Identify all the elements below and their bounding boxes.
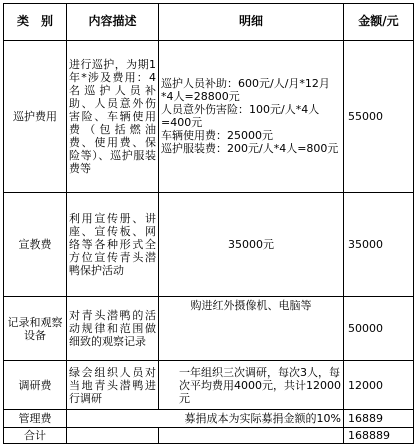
detail-line: 一年组织三次调研，每次3人，每次平均费用4000元，共计12000元 — [179, 365, 341, 405]
header-category: 类 别 — [4, 4, 67, 41]
detail-line: 35000元 — [228, 238, 274, 251]
row-amount: 35000 — [344, 192, 414, 297]
management-row — [4, 410, 414, 427]
table-row — [4, 360, 414, 409]
total-row — [4, 427, 414, 443]
total-empty-detail — [159, 427, 344, 443]
row-category: 巡护费用 — [4, 40, 67, 192]
table-row — [4, 40, 414, 192]
management-amount: 16889 — [344, 410, 414, 427]
table-row — [4, 297, 414, 361]
row-category: 宣教费 — [4, 192, 67, 297]
row-content: 绿会组织人员对当地青头潜鸭进行调研 — [67, 360, 159, 409]
row-detail — [159, 40, 344, 192]
header-content: 内容描述 — [67, 4, 159, 41]
total-amount: 168889 — [344, 427, 414, 443]
detail-line: 车辆使用费：25000元 — [161, 129, 273, 143]
header-row — [4, 4, 414, 41]
row-detail — [159, 192, 344, 297]
management-detail: 募捐成本为实际募捐金额的10% — [67, 410, 344, 427]
total-category: 合计 — [4, 427, 67, 443]
row-detail — [159, 297, 344, 361]
detail-line: 巡护人员补助：600元/人/月*12月*4人=28800元 — [161, 77, 330, 104]
row-category: 调研费 — [4, 360, 67, 409]
row-amount: 12000 — [344, 360, 414, 409]
management-category: 管理费 — [4, 410, 67, 427]
budget-table — [3, 3, 414, 444]
row-content: 进行巡护，为期1年*涉及费用：4名巡护人员补助、人员意外伤害险、车辆使用费（包括燃油费、使用费、保险等）、巡护服装费等 — [67, 40, 159, 192]
row-content: 对青头潜鸭的活动规律和范围做细致的观察记录 — [67, 297, 159, 361]
row-amount: 55000 — [344, 40, 414, 192]
table-row — [4, 192, 414, 297]
header-detail: 明细 — [159, 4, 344, 41]
row-detail — [159, 360, 344, 409]
detail-line: 巡护服装费：200元/人*4人=800元 — [161, 142, 339, 156]
row-content: 利用宣传册、讲座、宣传板、网络等各种形式全方位宣传青头潜鸭保护活动 — [67, 192, 159, 297]
detail-line: 购进红外摄像机、电脑等 — [190, 299, 312, 313]
total-empty-content — [67, 427, 159, 443]
header-amount: 金额/元 — [344, 4, 414, 41]
row-category: 记录和观察设备 — [4, 297, 67, 361]
detail-line: 人员意外伤害险：100元/人*4人=400元 — [161, 103, 320, 130]
row-amount: 50000 — [344, 297, 414, 361]
